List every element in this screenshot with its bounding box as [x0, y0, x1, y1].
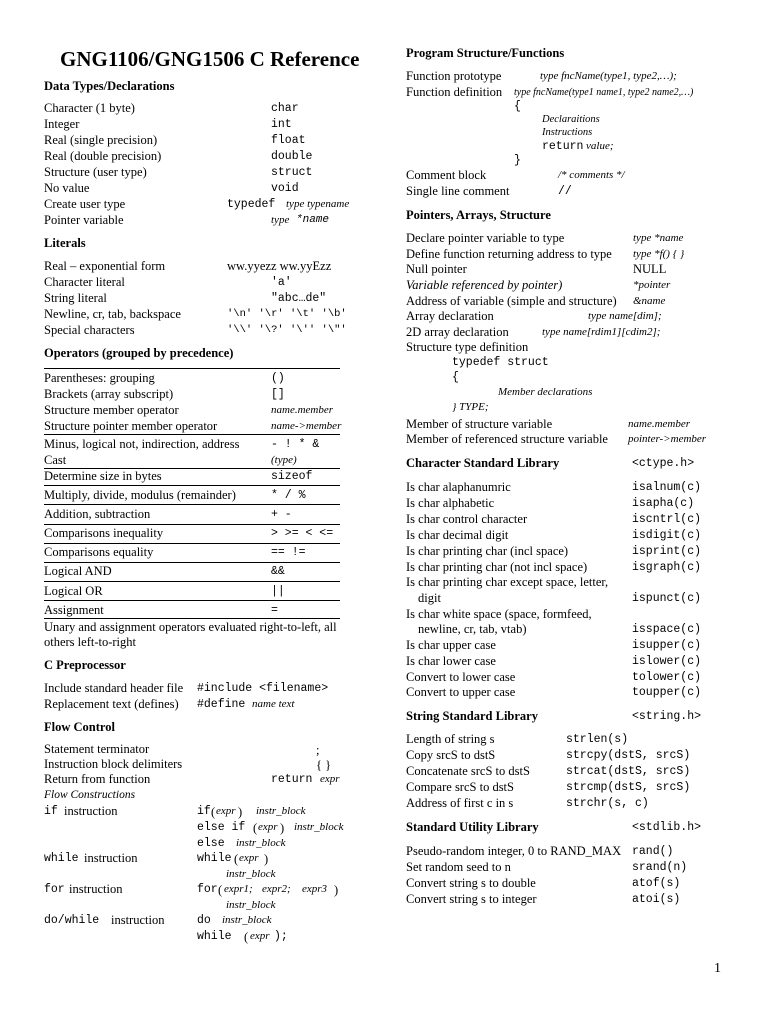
row-label: Comparisons equality [44, 545, 154, 559]
row-label: Character (1 byte) [44, 101, 135, 115]
row-extra: name text [252, 698, 295, 710]
instr-block: instr_block [226, 899, 276, 911]
row-code: type fncName(type1, type2,…); [540, 70, 677, 82]
row-label: Brackets (array subscript) [44, 387, 174, 401]
row-code: + - [271, 508, 292, 521]
row-code: == != [271, 546, 306, 559]
row-label: No value [44, 181, 90, 195]
open-brace: { [514, 100, 521, 113]
divider [44, 581, 340, 582]
row-code: ; [316, 743, 320, 757]
row-label: Array declaration [406, 309, 494, 323]
paren: ) [238, 805, 243, 819]
row-label: Set random seed to n [406, 860, 511, 874]
row-label: Is char printing char (incl space) [406, 544, 569, 558]
row-code: #define [197, 698, 246, 711]
expr1: expr1; [224, 883, 253, 895]
row-code: strcmp(dstS, srcS) [566, 781, 691, 794]
data-types-heading: Data Types/Declarations [44, 79, 175, 93]
paren: ( [234, 852, 239, 866]
row-code: double [271, 150, 313, 163]
row-code: (type) [271, 454, 297, 466]
program-structure-heading: Program Structure/Functions [406, 46, 565, 60]
row-code: &name [633, 295, 666, 307]
row-code: type name[rdim1][cdim2]; [542, 326, 661, 338]
expr: expr [216, 805, 236, 817]
header-file: <string.h> [632, 710, 702, 723]
ctype-heading: Character Standard Library [406, 456, 560, 470]
row-label: Statement terminator [44, 742, 150, 756]
row-label: Convert string s to integer [406, 892, 537, 906]
expr2: expr2; [262, 883, 291, 895]
row-code: isdigit(c) [632, 529, 702, 542]
row-code: isapha(c) [632, 497, 695, 510]
row-code: { } [316, 758, 332, 772]
row-label: Is char printing char except space, letter, [406, 575, 609, 589]
operators-note: others left-to-right [44, 635, 136, 649]
row-label: Convert string s to double [406, 876, 536, 890]
row-code: > >= < <= [271, 527, 334, 540]
row-code: NULL [633, 262, 667, 276]
row-code: srand(n) [632, 861, 688, 874]
divider [44, 543, 340, 544]
flow-keyword: else [197, 837, 225, 850]
close-brace: } [514, 154, 521, 167]
instr-block: instr_block [222, 914, 272, 926]
page-number: 1 [714, 961, 721, 976]
paren: ( [218, 883, 223, 897]
row-label: Include standard header file [44, 681, 184, 695]
paren: ) [280, 821, 285, 835]
row-code: typedef [227, 198, 276, 211]
row-label: Structure type definition [406, 340, 529, 354]
row-label: Concatenate srcS to dstS [406, 764, 530, 778]
row-label: instruction [111, 913, 165, 927]
instr-block: instr_block [236, 837, 286, 849]
flow-heading: Flow Control [44, 720, 115, 734]
row-code: '\n' '\r' '\t' '\b' [227, 308, 347, 320]
row-label: Convert to lower case [406, 670, 516, 684]
row-code: float [271, 134, 306, 147]
row-label: Structure (user type) [44, 165, 147, 179]
row-label: Character literal [44, 275, 125, 289]
row-code: atof(s) [632, 877, 681, 890]
row-code: ww.yyezz ww.yyEzz [227, 259, 332, 273]
row-code: // [558, 185, 572, 198]
row-code: strcat(dstS, srcS) [566, 765, 691, 778]
row-label: Is char printing char (not incl space) [406, 560, 588, 574]
row-label: Special characters [44, 323, 135, 337]
row-code: tolower(c) [632, 671, 702, 684]
row-label: Define function returning address to type [406, 247, 612, 261]
flow-keyword: while [197, 852, 232, 865]
row-code: int [271, 118, 292, 131]
row-label: 2D array declaration [406, 325, 509, 339]
row-label: instruction [84, 851, 138, 865]
row-extra: expr [320, 773, 340, 785]
row-label: Member of structure variable [406, 417, 553, 431]
paren: ( [211, 805, 216, 819]
row-label: Logical AND [44, 564, 112, 578]
row-code: type name[dim]; [588, 310, 662, 322]
return-keyword: return [542, 140, 584, 153]
row-code: strcpy(dstS, srcS) [566, 749, 691, 762]
preprocessor-heading: C Preprocessor [44, 658, 126, 672]
string-heading: String Standard Library [406, 709, 538, 723]
row-label: Parentheses: grouping [44, 371, 155, 385]
instr-block: instr_block [294, 821, 344, 833]
row-code: return [271, 773, 313, 786]
row-code: struct [271, 166, 313, 179]
row-code: name.member [628, 418, 691, 430]
row-code: iscntrl(c) [632, 513, 702, 526]
row-code: ispunct(c) [632, 592, 702, 605]
row-label: Minus, logical not, indirection, address [44, 437, 240, 451]
flow-keyword: while [197, 930, 232, 943]
row-code: islower(c) [632, 655, 702, 668]
flow-keyword: for [197, 883, 218, 896]
flow-keyword: do [197, 914, 211, 927]
row-label: Copy srcS to dstS [406, 748, 496, 762]
row-label: Cast [44, 453, 67, 467]
paren: ) [264, 852, 269, 866]
row-code: strchr(s, c) [566, 797, 649, 810]
row-code: isgraph(c) [632, 561, 702, 574]
instr-block: instr_block [226, 868, 276, 880]
divider [44, 368, 340, 369]
page-title: GNG1106/GNG1506 C Reference [60, 47, 360, 71]
row-code: isalnum(c) [632, 481, 702, 494]
row-label: Assignment [44, 603, 104, 617]
row-code: - ! * & [271, 438, 320, 451]
paren: ( [253, 821, 258, 835]
row-code: name->member [271, 420, 342, 432]
row-label: Real (single precision) [44, 133, 158, 147]
row-label: Declare pointer variable to type [406, 231, 565, 245]
paren: ( [244, 930, 249, 944]
row-code: rand() [632, 845, 674, 858]
member-declarations: Member declarations [498, 386, 593, 398]
row-label: Address of first c in s [406, 796, 514, 810]
divider [44, 524, 340, 525]
row-label: Single line comment [406, 184, 510, 198]
flow-constructions-label: Flow Constructions [44, 789, 136, 801]
literals-heading: Literals [44, 236, 86, 250]
row-code: type fncName(type1 name1, type2 name2,…) [514, 87, 694, 98]
row-label: instruction [64, 804, 118, 818]
row-code: *name [296, 214, 330, 226]
row-code: * / % [271, 489, 306, 502]
divider [44, 562, 340, 563]
row-label: Comment block [406, 168, 487, 182]
row-code: isprint(c) [632, 545, 702, 558]
row-code: pointer->member [628, 433, 707, 445]
row-label: Is char white space (space, formfeed, [406, 607, 592, 621]
row-label: Integer [44, 117, 80, 131]
instructions-text: Instructions [542, 127, 593, 138]
row-code: toupper(c) [632, 686, 702, 699]
row-code: isupper(c) [632, 639, 702, 652]
row-code: isspace(c) [632, 623, 702, 636]
row-code: strlen(s) [566, 733, 629, 746]
row-label: Pseudo-random integer, 0 to RAND_MAX [406, 844, 622, 858]
row-label: instruction [69, 882, 123, 896]
flow-keyword: while [44, 852, 79, 865]
paren: ); [274, 930, 288, 943]
row-label: Variable referenced by pointer) [406, 278, 563, 292]
declarations-text: Declaraitions [542, 114, 600, 125]
row-label: Structure member operator [44, 403, 179, 417]
pointers-heading: Pointers, Arrays, Structure [406, 208, 551, 222]
expr: expr [258, 821, 278, 833]
expr: expr [250, 930, 270, 942]
row-label: Is char alaphanumric [406, 480, 511, 494]
row-label: Real (double precision) [44, 149, 162, 163]
row-label: digit [418, 591, 441, 605]
row-label: Null pointer [406, 262, 467, 276]
row-code: void [271, 182, 299, 195]
return-value: value; [586, 140, 614, 152]
row-label: Real – exponential form [44, 259, 166, 273]
row-label: Convert to upper case [406, 685, 516, 699]
row-label: Newline, cr, tab, backspace [44, 307, 181, 321]
row-label: Logical OR [44, 584, 103, 598]
row-extra: type typename [286, 198, 350, 210]
flow-keyword: for [44, 883, 65, 896]
expr: expr [239, 852, 259, 864]
flow-keyword: else if [197, 821, 246, 834]
row-code: && [271, 565, 285, 578]
row-code: type *name [633, 232, 684, 244]
row-label: Instruction block delimiters [44, 757, 183, 771]
paren: ) [334, 883, 339, 897]
row-code: char [271, 102, 299, 115]
row-label: Determine size in bytes [44, 469, 162, 483]
header-file: <ctype.h> [632, 457, 695, 470]
row-code: '\\' '\?' '\'' '\"' [227, 324, 347, 336]
row-label: Is char lower case [406, 654, 496, 668]
row-label: Multiply, divide, modulus (remainder) [44, 488, 236, 502]
row-label: Compare srcS to dstS [406, 780, 514, 794]
row-label: Create user type [44, 197, 126, 211]
row-label: Return from function [44, 772, 151, 786]
divider [44, 600, 340, 601]
row-code: type *f() { } [633, 248, 685, 260]
row-code: name.member [271, 404, 334, 416]
row-label: Structure pointer member operator [44, 419, 218, 433]
row-code: sizeof [271, 470, 313, 483]
row-code: #include <filename> [197, 682, 329, 695]
divider [44, 504, 340, 505]
row-label: Function prototype [406, 69, 502, 83]
row-code: 'a' [271, 276, 292, 289]
row-label: Length of string s [406, 732, 495, 746]
divider [44, 485, 340, 486]
row-code: || [271, 585, 285, 598]
row-code: /* comments */ [558, 169, 625, 181]
row-label: Member of referenced structure variable [406, 432, 608, 446]
row-label: Is char control character [406, 512, 528, 526]
operators-heading: Operators (grouped by precedence) [44, 346, 234, 360]
divider [44, 618, 340, 619]
row-label: Replacement text (defines) [44, 697, 179, 711]
row-label: Comparisons inequality [44, 526, 164, 540]
row-code: () [271, 372, 285, 385]
row-label: newline, cr, tab, vtab) [418, 622, 527, 636]
type-close: } TYPE; [452, 401, 489, 413]
row-label: Function definition [406, 85, 503, 99]
flow-keyword: if [197, 805, 211, 818]
divider [44, 434, 340, 435]
row-label: Addition, subtraction [44, 507, 151, 521]
expr3: expr3 [302, 883, 328, 895]
row-label: String literal [44, 291, 107, 305]
row-code: [] [271, 388, 285, 401]
flow-keyword: if [44, 805, 58, 818]
operators-note: Unary and assignment operators evaluated right-to-left, all [44, 620, 337, 634]
row-label: Is char upper case [406, 638, 496, 652]
row-label: Is char decimal digit [406, 528, 509, 542]
row-label: Address of variable (simple and structure) [406, 294, 617, 308]
row-code: *pointer [633, 279, 671, 291]
row-label: Is char alphabetic [406, 496, 495, 510]
header-file: <stdlib.h> [632, 821, 702, 834]
row-code: atoi(s) [632, 893, 681, 906]
stdlib-heading: Standard Utility Library [406, 820, 539, 834]
flow-keyword: do/while [44, 914, 100, 927]
row-label: Pointer variable [44, 213, 124, 227]
typedef-struct: typedef struct [452, 356, 549, 369]
row-code: "abc…de" [271, 292, 327, 305]
row-code-pre: type [271, 214, 290, 226]
instr-block: instr_block [256, 805, 306, 817]
open-brace: { [452, 371, 459, 384]
row-code: = [271, 604, 278, 617]
